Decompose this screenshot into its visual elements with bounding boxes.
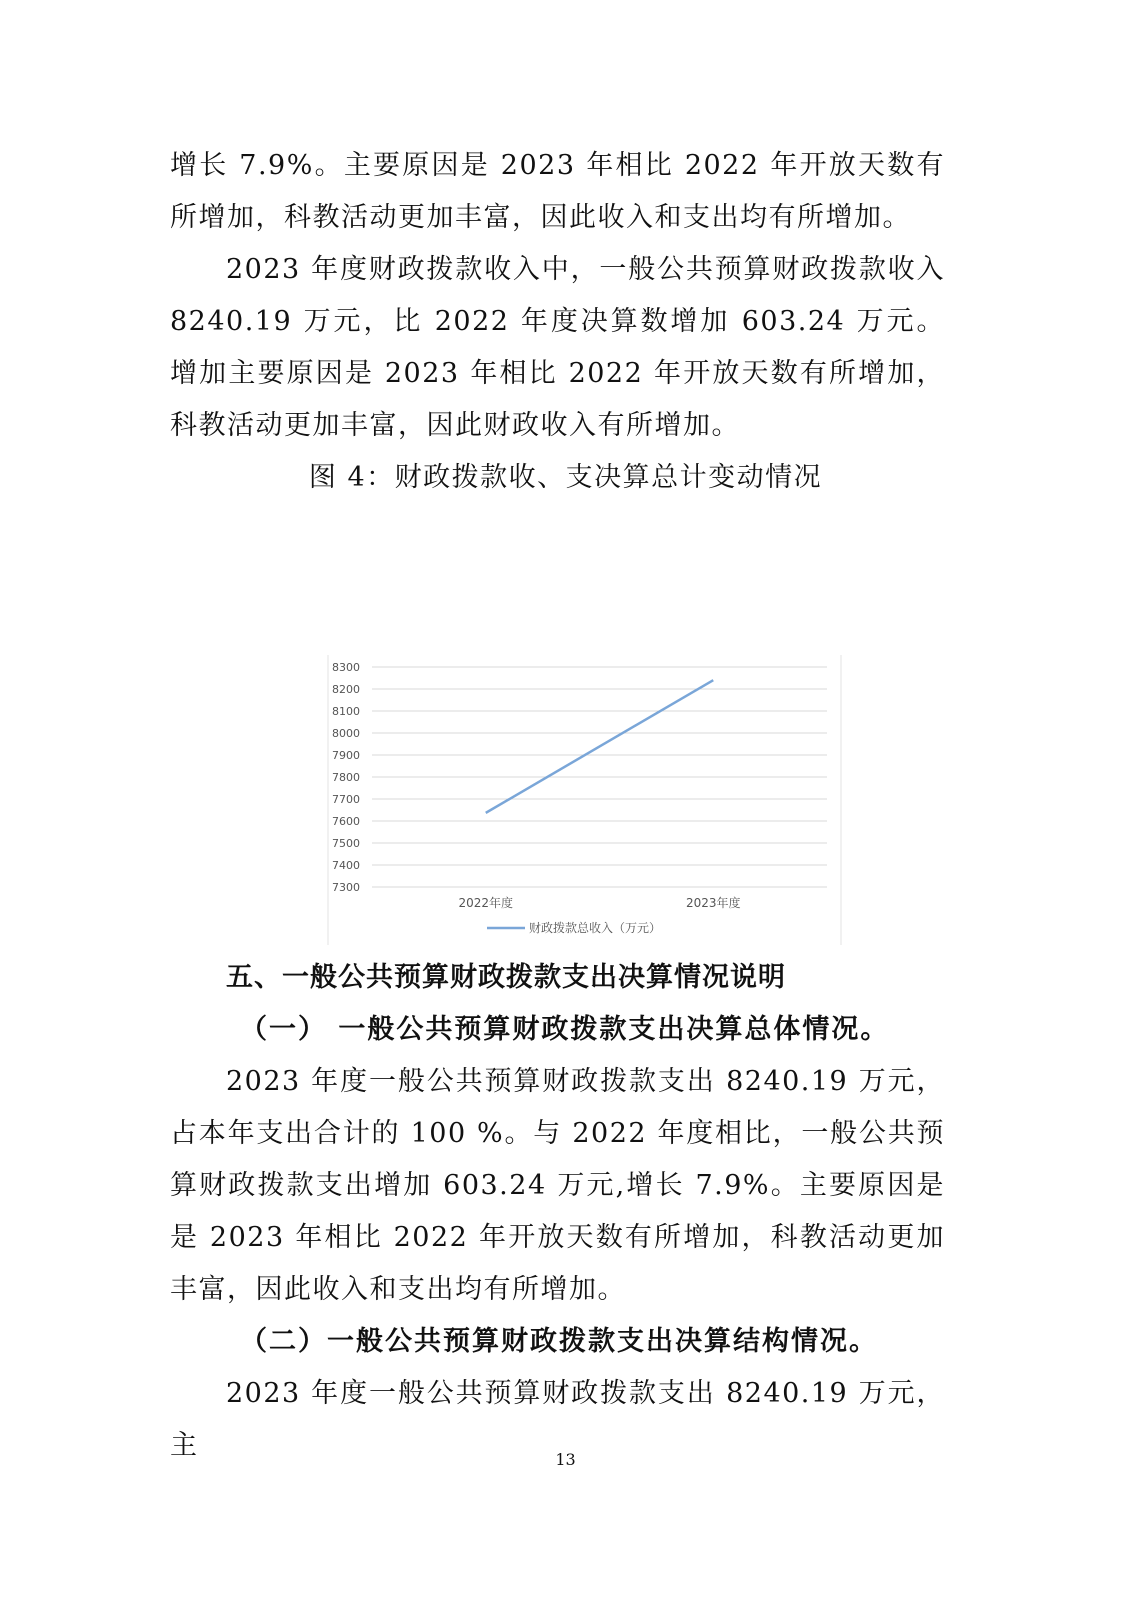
y-tick-label: 8100 [332,705,360,718]
legend-label: 财政拨款总收入（万元） [529,921,662,935]
y-tick-label: 8200 [332,683,360,696]
paragraph-1: 增长 7.9%。主要原因是 2023 年相比 2022 年开放天数有所增加，科教活动更加丰富，因此收入和支出均有所增加。 [170,150,945,233]
y-tick-label: 8300 [332,661,360,674]
paragraph-2: 2023 年度财政拨款收入中，一般公共预算财政拨款收入 8240.19 万元，比 2022 年度决算数增加 603.24 万元。增加主要原因是 2023 年相比 2022 年开放天数有所增加，科教活动更加丰富，因此财政收入有所增加。 [170,254,945,441]
y-tick-label: 8000 [332,727,360,740]
paragraph-3: 2023 年度一般公共预算财政拨款支出 8240.19 万元，占本年支出合计的 100 %。与 2022 年度相比，一般公共预算财政拨款支出增加 603.24 万元,增长 7.9%。主要原因是是 2023 年相比 2022 年开放天数有所增加，科教活动更加丰富，因此收入和支出均有所增加。 [170,1066,945,1305]
figure-caption: 图 4：财政拨款收、支决算总计变动情况 [308,462,823,493]
page-number: 13 [555,1450,576,1469]
y-tick-label: 7800 [332,771,360,784]
paragraph-4: 2023 年度一般公共预算财政拨款支出 8240.19 万元，主 [170,1378,945,1461]
line-chart [327,655,842,945]
chart-svg [327,655,842,945]
subheading-1: （一） 一般公共预算财政拨款支出决算总体情况。 [240,1014,890,1045]
y-tick-label: 7500 [332,837,360,850]
section-heading-5: 五、一般公共预算财政拨款支出决算情况说明 [226,962,786,993]
x-tick-label: 2022年度 [458,896,514,910]
x-tick-label: 2023年度 [685,896,741,910]
y-tick-label: 7900 [332,749,360,762]
y-tick-label: 7400 [332,859,360,872]
y-tick-label: 7700 [332,793,360,806]
y-tick-label: 7300 [332,881,360,894]
subheading-2: （二）一般公共预算财政拨款支出决算结构情况。 [240,1326,878,1357]
y-tick-label: 7600 [332,815,360,828]
series-line-0 [486,680,714,813]
